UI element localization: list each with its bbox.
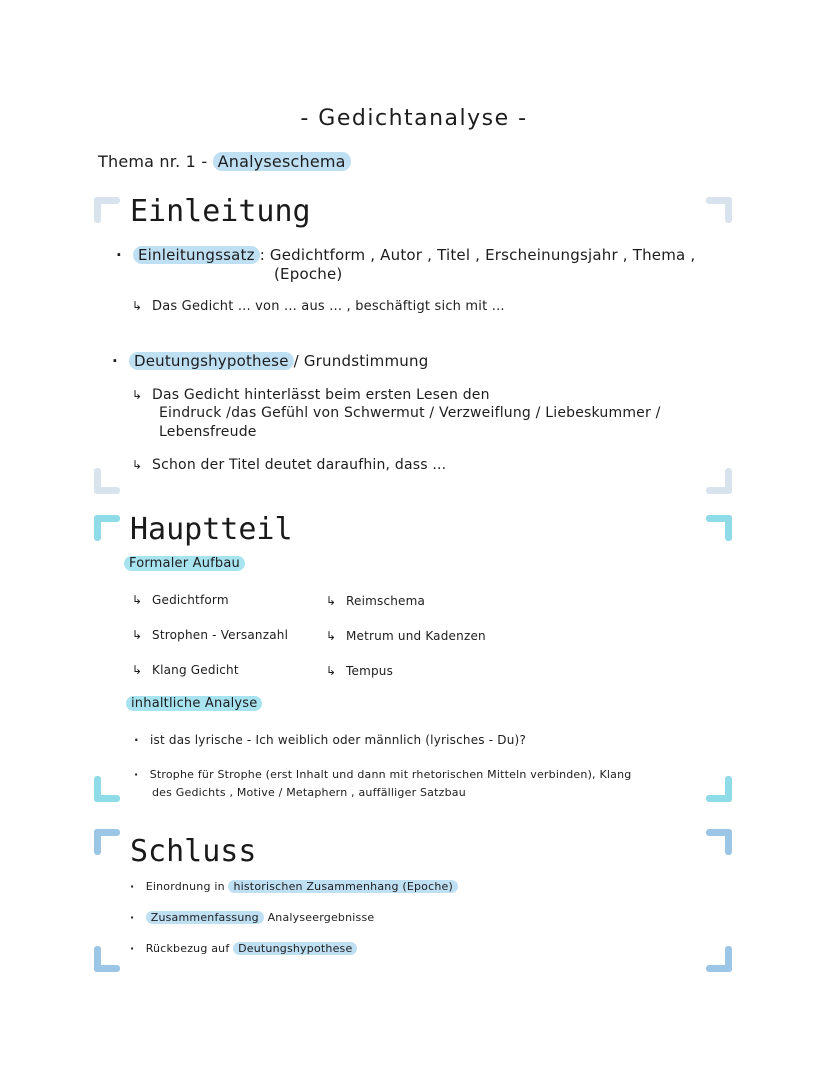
arrow-icon: ↳ <box>132 299 143 313</box>
formal-item-right: ↳ Tempus <box>326 664 394 678</box>
einleitungssatz-colon: : <box>259 246 265 264</box>
inhaltliche-analyse-label: inhaltliche Analyse <box>126 696 262 711</box>
bracket-corner-top-left <box>94 515 120 541</box>
formal-item-left: ↳ Klang Gedicht <box>132 663 239 677</box>
bracket-corner-bottom-right <box>706 468 732 494</box>
formaler-aufbau-label: Formaler Aufbau <box>124 556 245 571</box>
arrow-icon: ↳ <box>132 628 143 642</box>
schluss-item-1: · Einordnung in historischen Zusammenhang (Epoche) <box>130 880 458 893</box>
inhalt-item-2-continued: des Gedichts , Motive / Metaphern , auffälliger Satzbau <box>152 786 466 799</box>
formal-item-left: ↳ Strophen - Versanzahl <box>132 628 289 642</box>
bracket-corner-top-right <box>706 829 732 855</box>
einleitungssatz-text: Gedichtform , Autor , Titel , Erscheinungsjahr , Thema , <box>269 246 696 264</box>
arrow-icon: ↳ <box>326 664 337 678</box>
deutungshypothese-text-2: Eindruck /das Gefühl von Schwermut / Verzweiflung / Liebeskummer / <box>159 405 661 421</box>
arrow-icon: ↳ <box>326 594 337 608</box>
arrow-icon: ↳ <box>326 629 337 643</box>
schluss-item-2-highlight: Zusammenfassung <box>146 911 264 924</box>
section-heading-schluss: Schluss <box>130 834 257 869</box>
deutungshypothese-label: Deutungshypothese <box>129 352 294 370</box>
deutungshypothese-text-1: ↳ Das Gedicht hinterlässt beim ersten Lesen den <box>132 387 490 403</box>
arrow-icon: ↳ <box>132 458 143 472</box>
bracket-corner-top-right <box>706 515 732 541</box>
schluss-item-1-highlight: historischen Zusammenhang (Epoche) <box>228 880 458 893</box>
einleitungssatz-line <box>116 246 695 264</box>
arrow-icon: ↳ <box>132 593 143 607</box>
bracket-corner-top-left <box>94 829 120 855</box>
grundstimmung-label: / Grundstimmung <box>293 352 429 370</box>
schluss-item-3-highlight: Deutungshypothese <box>233 942 357 955</box>
bracket-corner-bottom-left <box>94 468 120 494</box>
schluss-item-2: · Zusammenfassung Analyseergebnisse <box>130 911 374 924</box>
inhalt-item-2: · Strophe für Strophe (erst Inhalt und dann mit rhetorischen Mitteln verbinden), Klang <box>134 768 631 781</box>
einleitungssatz-label: Einleitungssatz <box>133 246 260 264</box>
formal-item-right: ↳ Reimschema <box>326 594 426 608</box>
inhalt-item-1: · ist das lyrische - Ich weiblich oder männlich (lyrisches - Du)? <box>134 733 526 747</box>
section-heading-hauptteil: Hauptteil <box>130 512 293 547</box>
page-title: - Gedichtanalyse - <box>300 106 528 131</box>
deutungshypothese-text-4: ↳ Schon der Titel deutet daraufhin, dass ... <box>132 457 447 473</box>
arrow-icon: ↳ <box>132 388 143 402</box>
topic-line <box>98 152 351 171</box>
bracket-corner-bottom-right <box>706 776 732 802</box>
bracket-corner-top-right <box>706 197 732 223</box>
deutungshypothese-text-3: Lebensfreude <box>159 424 257 440</box>
bracket-corner-bottom-left <box>94 946 120 972</box>
einleitungssatz-text-continued: (Epoche) <box>274 265 343 283</box>
bracket-corner-top-left <box>94 197 120 223</box>
topic-highlight: Analyseschema <box>213 152 351 171</box>
deutungshypothese-line <box>112 352 428 370</box>
einleitungssatz-example: ↳ Das Gedicht ... von ... aus ... , beschäftigt sich mit ... <box>132 299 505 314</box>
bracket-corner-bottom-right <box>706 946 732 972</box>
schluss-item-3: · Rückbezug auf Deutungshypothese <box>130 942 357 955</box>
formal-item-left: ↳ Gedichtform <box>132 593 229 607</box>
section-heading-einleitung: Einleitung <box>130 194 311 229</box>
formal-item-right: ↳ Metrum und Kadenzen <box>326 629 486 643</box>
bracket-corner-bottom-left <box>94 776 120 802</box>
arrow-icon: ↳ <box>132 663 143 677</box>
topic-label: Thema nr. 1 - <box>98 152 208 171</box>
